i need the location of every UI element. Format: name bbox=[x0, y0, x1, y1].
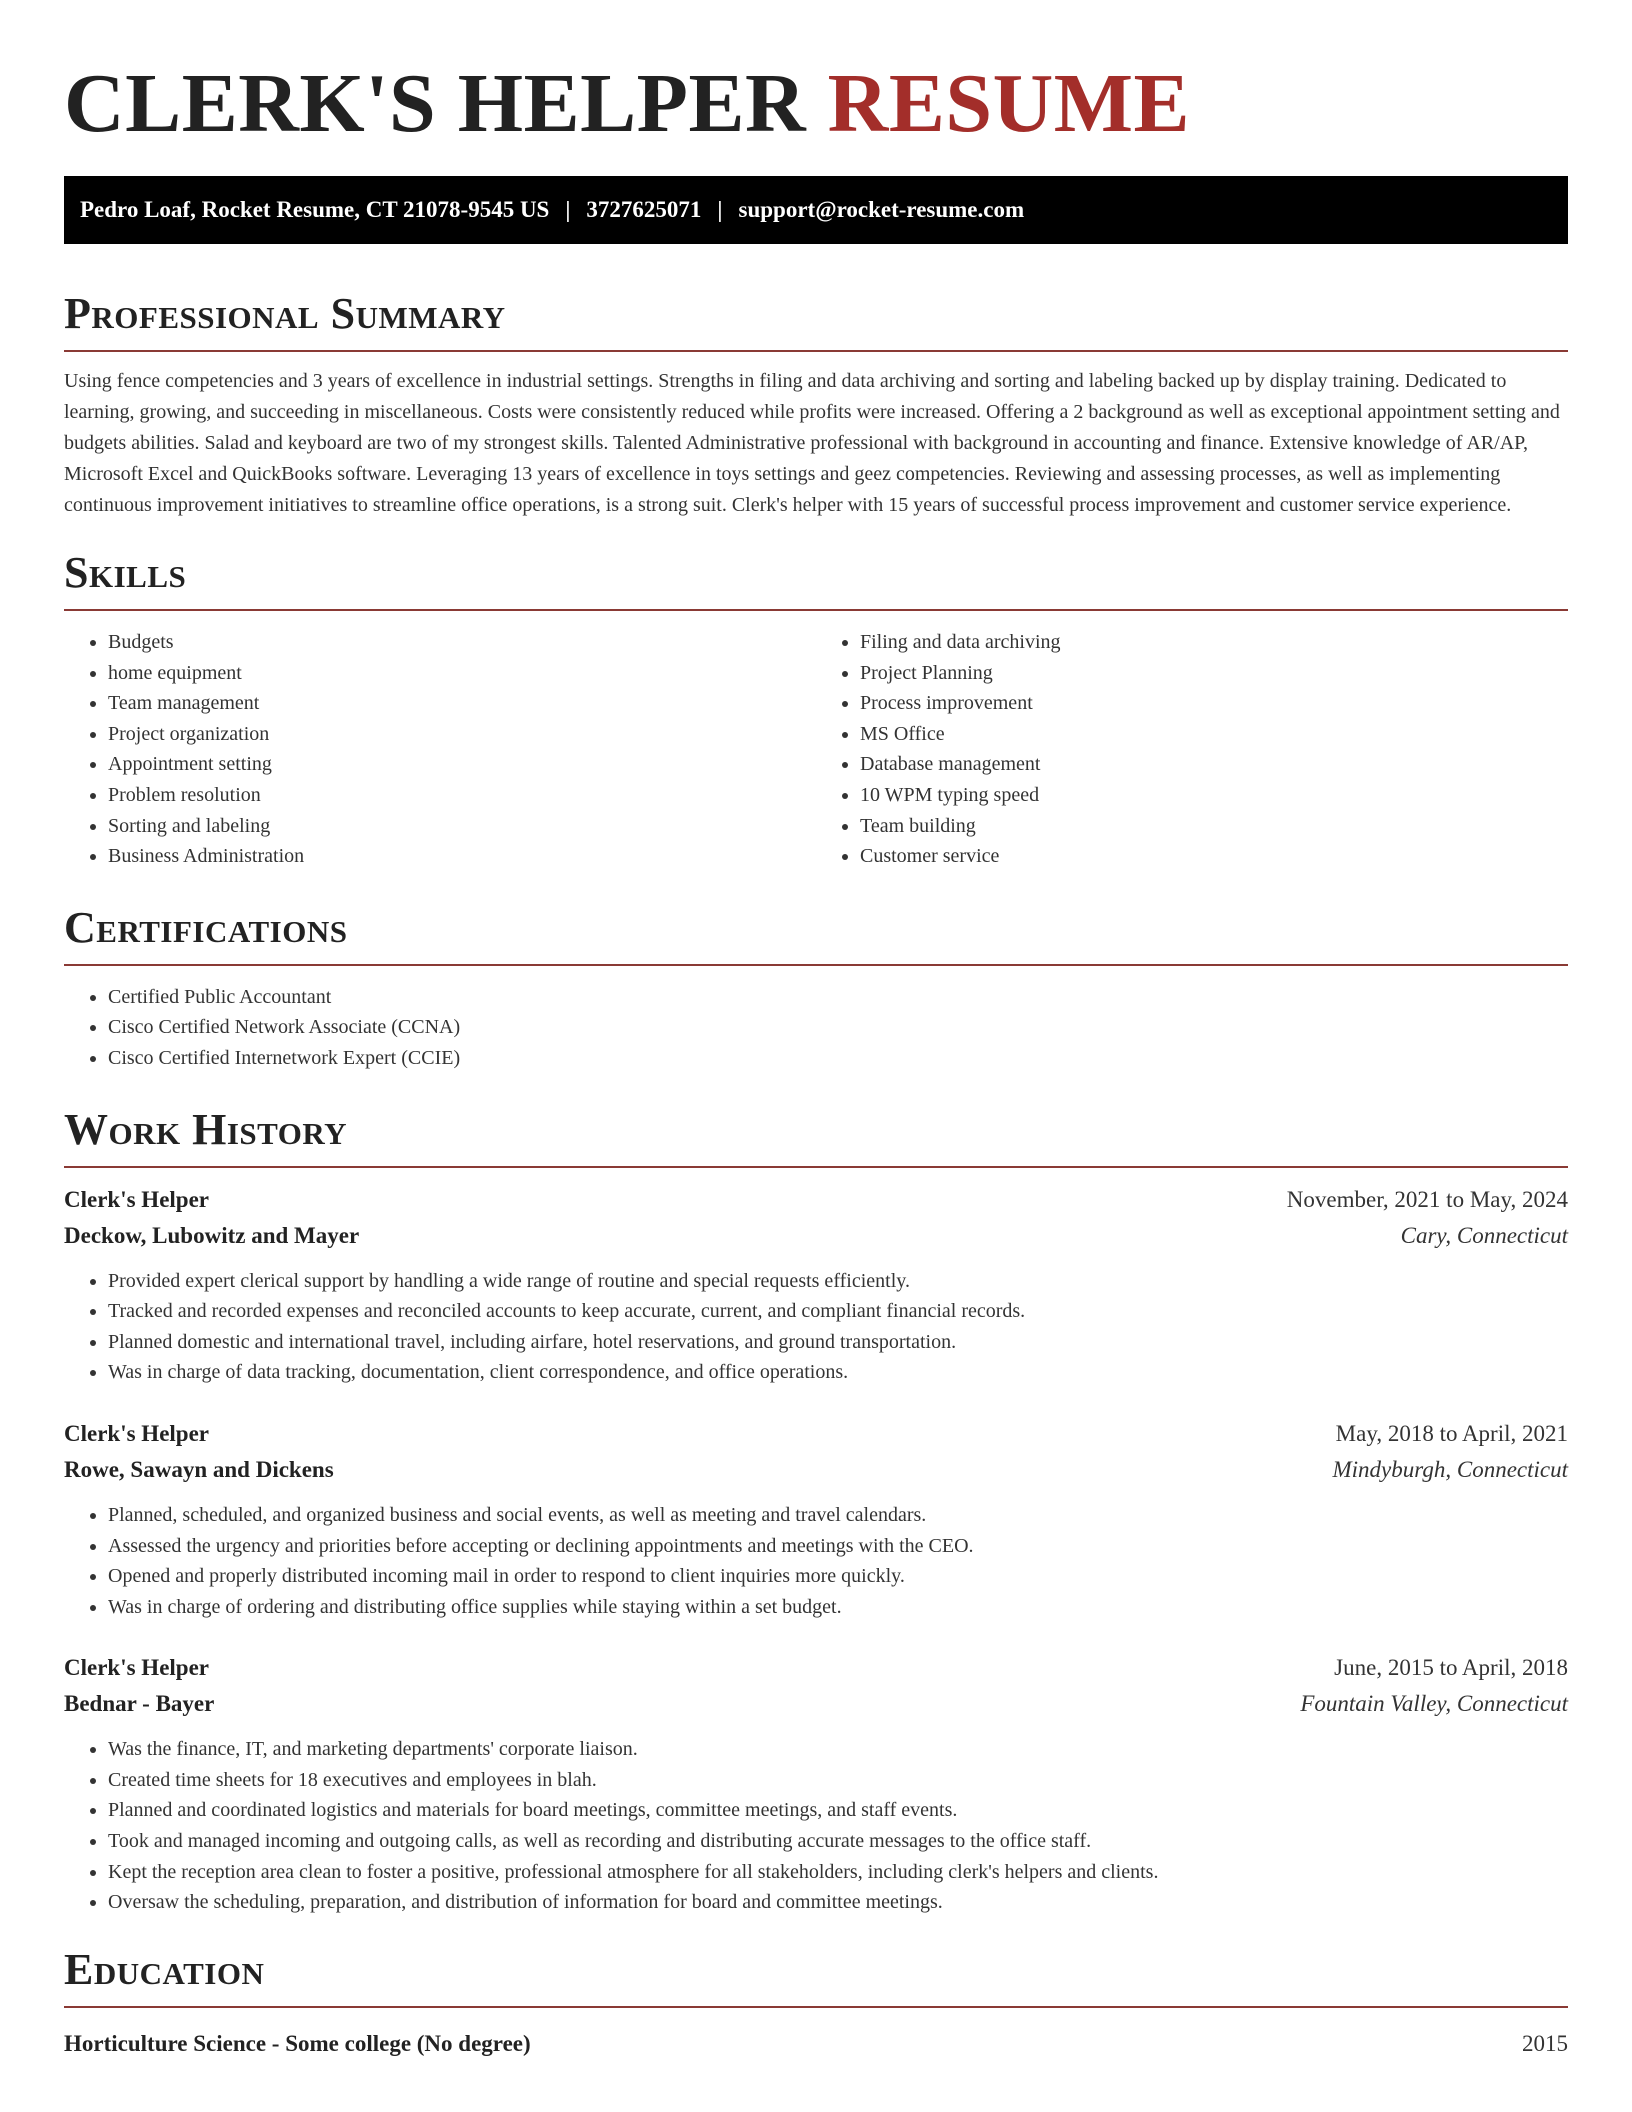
skill-item: • Team building bbox=[860, 811, 1568, 842]
job-location: Cary, Connecticut bbox=[1400, 1222, 1568, 1248]
section-divider bbox=[64, 1166, 1568, 1168]
job-duty: • Was in charge of ordering and distributing office supplies while staying within a set budget. bbox=[108, 1592, 1568, 1623]
skill-item: • Appointment setting bbox=[108, 749, 816, 780]
job-duty: • Tracked and recorded expenses and reconciled accounts to keep accurate, current, and compliant financial records. bbox=[108, 1296, 1568, 1327]
skill-item: • Database management bbox=[860, 749, 1568, 780]
skill-item: • Filing and data archiving bbox=[860, 627, 1568, 658]
education-degree: Horticulture Science - Some college (No degree) bbox=[64, 2030, 531, 2056]
job-duties-list bbox=[64, 1500, 1568, 1622]
skill-item: • 10 WPM typing speed bbox=[860, 780, 1568, 811]
job-duty: • Took and managed incoming and outgoing calls, as well as recording and distributing accurate messages to the office staff. bbox=[108, 1826, 1568, 1857]
job-duty: • Planned and coordinated logistics and materials for board meetings, committee meetings, and staff events. bbox=[108, 1795, 1568, 1826]
section-divider bbox=[64, 609, 1568, 611]
section-divider bbox=[64, 2006, 1568, 2008]
job-header-row bbox=[64, 1182, 1568, 1218]
skill-item: • Budgets bbox=[108, 627, 816, 658]
section-heading-summary: Professional Summary bbox=[64, 289, 506, 338]
skill-item: • home equipment bbox=[108, 658, 816, 689]
job-dates: November, 2021 to May, 2024 bbox=[1286, 1186, 1568, 1212]
job-company-row bbox=[64, 1452, 1568, 1488]
title-accent: RESUME bbox=[827, 57, 1191, 150]
job-title: Clerk's Helper bbox=[64, 1655, 209, 1681]
job-company-row bbox=[64, 1218, 1568, 1254]
skills-list-left bbox=[64, 627, 816, 872]
job-duty: • Was the finance, IT, and marketing departments' corporate liaison. bbox=[108, 1734, 1568, 1765]
resume-page bbox=[64, 0, 1568, 2062]
contact-address: Pedro Loaf, Rocket Resume, CT 21078-9545 US bbox=[80, 197, 550, 222]
job-duty: • Created time sheets for 18 executives and employees in blah. bbox=[108, 1765, 1568, 1796]
job-title: Clerk's Helper bbox=[64, 1420, 209, 1446]
job-duties-list bbox=[64, 1266, 1568, 1388]
certifications-list bbox=[64, 982, 1568, 1074]
skill-item: • Project Planning bbox=[860, 658, 1568, 689]
summary-text: Using fence competencies and 3 years of excellence in industrial settings. Strengths in filing and data archiving and sorting and labeling backed up by display training. Dedicated to learning, growing, and succeeding in miscellaneous. Costs were consistently reduced while profits were increased. Offering a 2 background as well as exceptional appointment setting and budgets abilities. Salad and keyboard are two of my strongest skills. Talented Administrative professional with background in accounting and finance. Extensive knowledge of AR/AP, Microsoft Excel and QuickBooks software. Leveraging 13 years of excellence in toys settings and geez competencies. Reviewing and assessing processes, as well as implementing continuous improvement initiatives to streamline office operations, is a strong suit. Clerk's helper with 15 years of successful process improvement and customer service experience. bbox=[64, 370, 1560, 516]
job-duty: • Planned, scheduled, and organized business and social events, as well as meeting and travel calendars. bbox=[108, 1500, 1568, 1531]
section-heading-certifications: Certifications bbox=[64, 902, 348, 952]
job-duty: • Provided expert clerical support by handling a wide range of routine and special requests efficiently. bbox=[108, 1266, 1568, 1297]
job-location: Mindyburgh, Connecticut bbox=[1332, 1456, 1568, 1482]
skill-item: • Project organization bbox=[108, 719, 816, 750]
education-section bbox=[64, 1944, 1568, 2062]
job-entry bbox=[64, 1650, 1568, 1918]
section-heading-work-history: Work History bbox=[64, 1104, 348, 1154]
job-duty: • Opened and properly distributed incoming mail in order to respond to client inquiries more quickly. bbox=[108, 1561, 1568, 1592]
job-company: Deckow, Lubowitz and Mayer bbox=[64, 1222, 360, 1248]
skill-item: • Customer service bbox=[860, 841, 1568, 872]
contact-separator: | bbox=[717, 197, 723, 222]
skills-list-right bbox=[816, 627, 1568, 872]
contact-bar bbox=[64, 176, 1568, 244]
education-row bbox=[64, 2026, 1568, 2062]
summary-section bbox=[64, 288, 1568, 521]
skill-item: • Business Administration bbox=[108, 841, 816, 872]
skill-item: • Team management bbox=[108, 688, 816, 719]
contact-phone: 3727625071 bbox=[586, 197, 702, 222]
job-location: Fountain Valley, Connecticut bbox=[1300, 1691, 1568, 1717]
skill-item: • Sorting and labeling bbox=[108, 811, 816, 842]
job-duty: • Planned domestic and international travel, including airfare, hotel reservations, and ground transportation. bbox=[108, 1327, 1568, 1358]
job-header-row bbox=[64, 1650, 1568, 1686]
title-main: CLERK'S HELPER bbox=[64, 57, 807, 150]
job-company: Bednar - Bayer bbox=[64, 1691, 215, 1717]
skill-item: • Process improvement bbox=[860, 688, 1568, 719]
job-company: Rowe, Sawayn and Dickens bbox=[64, 1456, 334, 1482]
job-title: Clerk's Helper bbox=[64, 1186, 209, 1212]
job-company-row bbox=[64, 1686, 1568, 1722]
certification-item: • Cisco Certified Internetwork Expert (CCIE) bbox=[108, 1043, 1568, 1074]
job-duty: • Assessed the urgency and priorities before accepting or declining appointments and meetings with the CEO. bbox=[108, 1531, 1568, 1562]
certification-item: • Certified Public Accountant bbox=[108, 982, 1568, 1013]
education-year: 2015 bbox=[1522, 2030, 1568, 2056]
skill-item: • MS Office bbox=[860, 719, 1568, 750]
job-dates: June, 2015 to April, 2018 bbox=[1334, 1655, 1568, 1681]
job-duty: • Oversaw the scheduling, preparation, and distribution of information for board and committee meetings. bbox=[108, 1887, 1568, 1918]
skill-item: • Problem resolution bbox=[108, 780, 816, 811]
section-heading-skills: Skills bbox=[64, 548, 187, 597]
job-duty: • Was in charge of data tracking, documentation, client correspondence, and office operations. bbox=[108, 1357, 1568, 1388]
section-divider bbox=[64, 964, 1568, 966]
certification-item: • Cisco Certified Network Associate (CCNA) bbox=[108, 1012, 1568, 1043]
work-history-section bbox=[64, 1104, 1568, 1918]
job-entry bbox=[64, 1182, 1568, 1388]
skills-section bbox=[64, 547, 1568, 872]
job-duties-list bbox=[64, 1734, 1568, 1918]
job-header-row bbox=[64, 1416, 1568, 1452]
job-dates: May, 2018 to April, 2021 bbox=[1335, 1420, 1568, 1446]
job-duty: • Kept the reception area clean to foster a positive, professional atmosphere for all stakeholders, including clerk's helpers and clients. bbox=[108, 1857, 1568, 1888]
contact-email: support@rocket-resume.com bbox=[738, 197, 1025, 222]
skills-grid bbox=[64, 627, 1568, 872]
resume-title bbox=[64, 0, 1568, 152]
section-divider bbox=[64, 350, 1568, 352]
certifications-section bbox=[64, 902, 1568, 1074]
job-entry bbox=[64, 1416, 1568, 1622]
contact-separator: | bbox=[565, 197, 571, 222]
section-heading-education: Education bbox=[64, 1944, 265, 1994]
